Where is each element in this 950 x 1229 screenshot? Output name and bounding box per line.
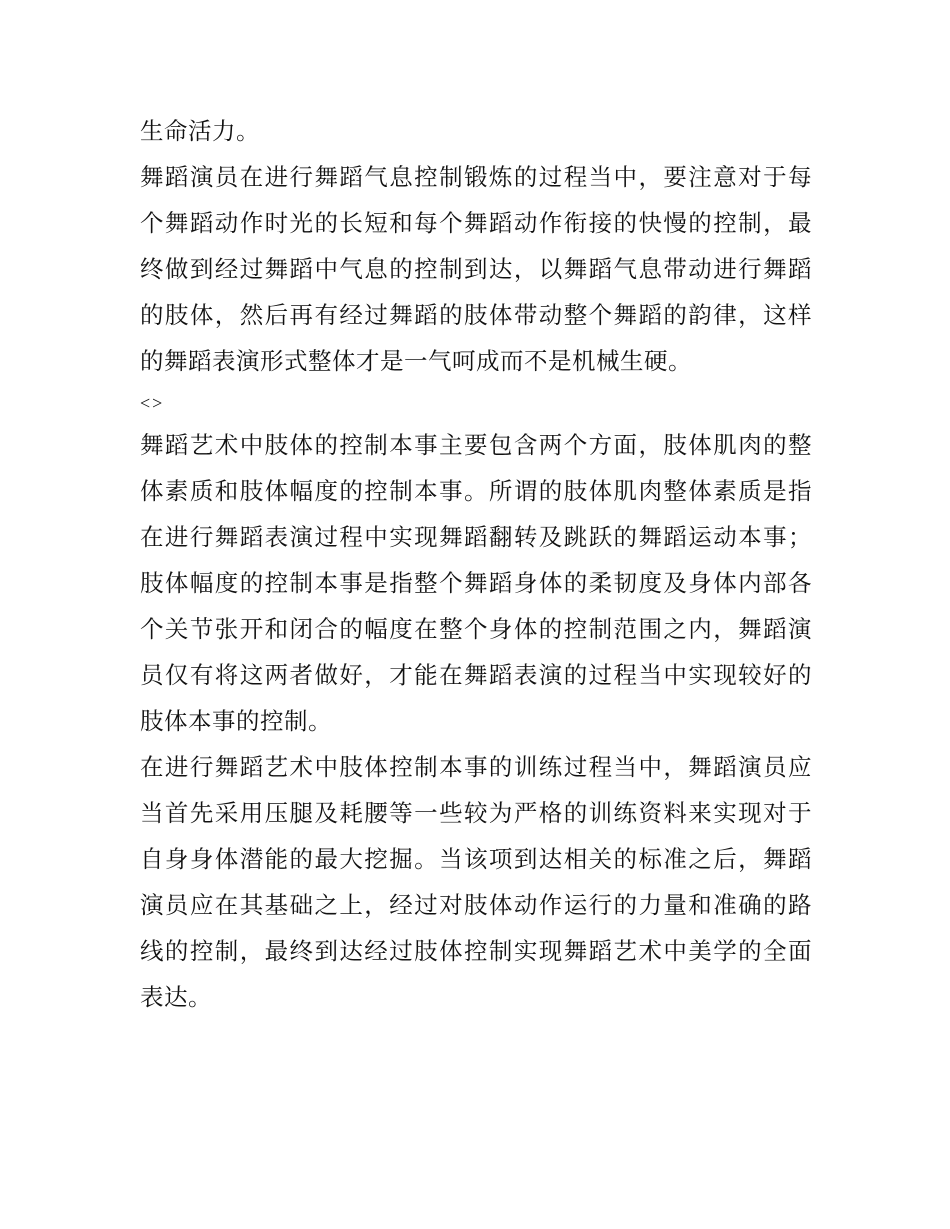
document-page [140, 108, 812, 1020]
section-marker: <> [140, 393, 165, 413]
paragraph-line: 舞蹈艺术中肢体的控制本事主要包含两个方面，肢体肌肉的整 [140, 431, 812, 459]
paragraph-line: 终做到经过舞蹈中气息的控制到达，以舞蹈气息带动进行舞蹈 [140, 255, 812, 283]
paragraph-limb-control [140, 422, 812, 744]
paragraph-line: 的舞蹈表演形式整体才是一气呵成而不是机械生硬。 [140, 347, 692, 375]
paragraph-line: 个舞蹈动作时光的长短和每个舞蹈动作衔接的快慢的控制，最 [140, 209, 812, 237]
paragraph-line: 演员应在其基础之上，经过对肢体动作运行的力量和准确的路 [140, 891, 812, 919]
paragraph-breath-control [140, 154, 812, 384]
paragraph-line: 肢体幅度的控制本事是指整个舞蹈身体的柔韧度及身体内部各 [140, 569, 812, 597]
paragraph-line: 表达。 [140, 983, 212, 1011]
opening-fragment: 生命活力。 [140, 117, 260, 145]
paragraph-line: 体素质和肢体幅度的控制本事。所谓的肢体肌肉整体素质是指 [140, 477, 812, 505]
paragraph-line: 员仅有将这两者做好，才能在舞蹈表演的过程当中实现较好的 [140, 661, 812, 689]
paragraph-line: 在进行舞蹈表演过程中实现舞蹈翻转及跳跃的舞蹈运动本事； [140, 523, 812, 551]
paragraph-line: 自身身体潜能的最大挖掘。当该项到达相关的标准之后，舞蹈 [140, 845, 812, 873]
paragraph-training [140, 744, 812, 1020]
paragraph-line: 在进行舞蹈艺术中肢体控制本事的训练过程当中，舞蹈演员应 [140, 753, 812, 781]
paragraph-line: 个关节张开和闭合的幅度在整个身体的控制范围之内，舞蹈演 [140, 615, 812, 643]
paragraph-line: 舞蹈演员在进行舞蹈气息控制锻炼的过程当中，要注意对于每 [140, 163, 812, 191]
paragraph-line: 线的控制，最终到达经过肢体控制实现舞蹈艺术中美学的全面 [140, 937, 812, 965]
paragraph-line: 的肢体，然后再有经过舞蹈的肢体带动整个舞蹈的韵律，这样 [140, 301, 812, 329]
paragraph-line: 当首先采用压腿及耗腰等一些较为严格的训练资料来实现对于 [140, 799, 812, 827]
paragraph-line: 肢体本事的控制。 [140, 707, 332, 735]
